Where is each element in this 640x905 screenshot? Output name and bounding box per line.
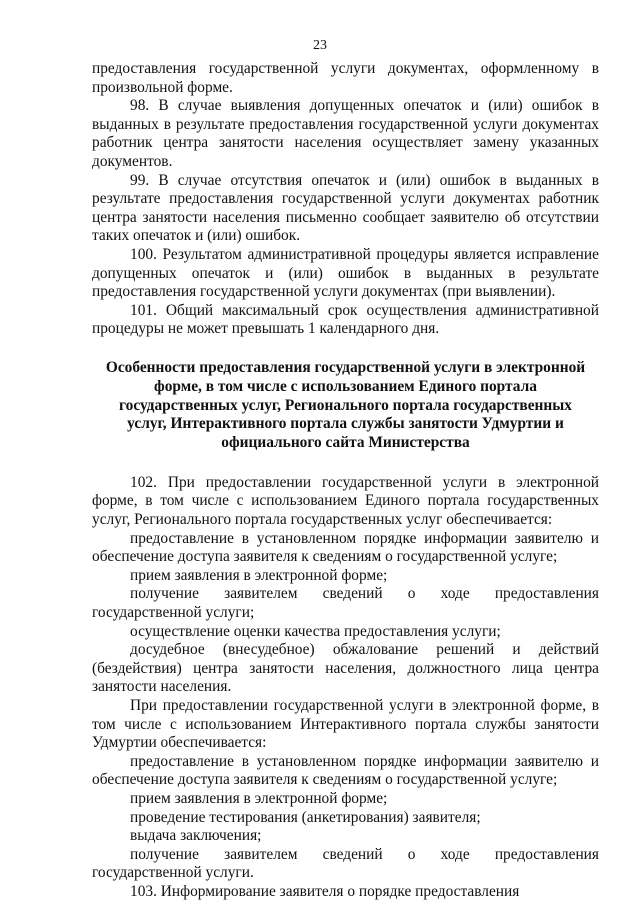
paragraph: 99. В случае отсутствия опечаток и (или) ошибок в выданных в результате предоставления государственной услуги документах работник центра занятости населения письменно сообщает заявителю об отсутствии таких опечаток и (или) ошибок.: [92, 171, 599, 245]
paragraphs-before-heading: [92, 60, 599, 339]
paragraph: прием заявления в электронной форме;: [130, 789, 388, 807]
paragraph: 103. Информирование заявителя о порядке предоставления: [130, 882, 520, 900]
paragraph: 101. Общий максимальный срок осуществления административной процедуры не может превышать 1 календарного дня.: [92, 301, 599, 338]
paragraph: осуществление оценки качества предоставления услуги;: [130, 622, 501, 640]
document-body: [92, 60, 599, 902]
paragraph: выдача заключения;: [130, 827, 262, 845]
paragraph: 100. Результатом административной процедуры является исправление допущенных опечаток и (или) ошибок в выданных в результате предоставления государственной услуги документах (при выявлении).: [92, 245, 599, 301]
paragraph: предоставление в установленном порядке информации заявителю и обеспечение доступа заявителя к сведениям о государственной услуге;: [92, 529, 599, 566]
paragraphs-after-heading: [92, 474, 599, 902]
paragraph: предоставления государственной услуги документах, оформленному в произвольной форме.: [92, 60, 599, 96]
paragraph: 98. В случае выявления допущенных опечаток и (или) ошибок в выданных в результате предоставления государственной услуги документах работник центра занятости населения осуществляет замену указанных документов.: [92, 97, 599, 170]
paragraph: предоставление в установленном порядке информации заявителю и обеспечение доступа заявителя к сведениям о государственной услуге;: [92, 752, 599, 789]
paragraph: получение заявителем сведений о ходе предоставления государственной услуги.: [92, 845, 599, 882]
paragraph: проведение тестирования (анкетирования) заявителя;: [130, 808, 481, 826]
paragraph: 102. При предоставлении государственной услуги в электронной форме, в том числе с использованием Единого портала государственных услуг, Регионального портала государственных услуг обеспечивается:: [92, 473, 599, 529]
page-number: 23: [313, 38, 327, 53]
paragraph: получение заявителем сведений о ходе предоставления государственной услуги;: [92, 585, 599, 622]
paragraph: прием заявления в электронной форме;: [130, 566, 388, 584]
paragraph: При предоставлении государственной услуги в электронной форме, в том числе с использованием Интерактивного портала службы занятости Удмуртии обеспечивается:: [92, 697, 599, 752]
paragraph: досудебное (внесудебное) обжалование решений и действий (бездействия) центра занятости населения, должностного лица центра занятости населения.: [92, 641, 599, 696]
section-heading: Особенности предоставления государственной услуги в электронной форме, в том числе с использованием Единого портала государственных услуг, Регионального портала государственных услуг, Интерактивного портала службы занятости Удмуртии и официального сайта Министерства: [105, 358, 586, 452]
